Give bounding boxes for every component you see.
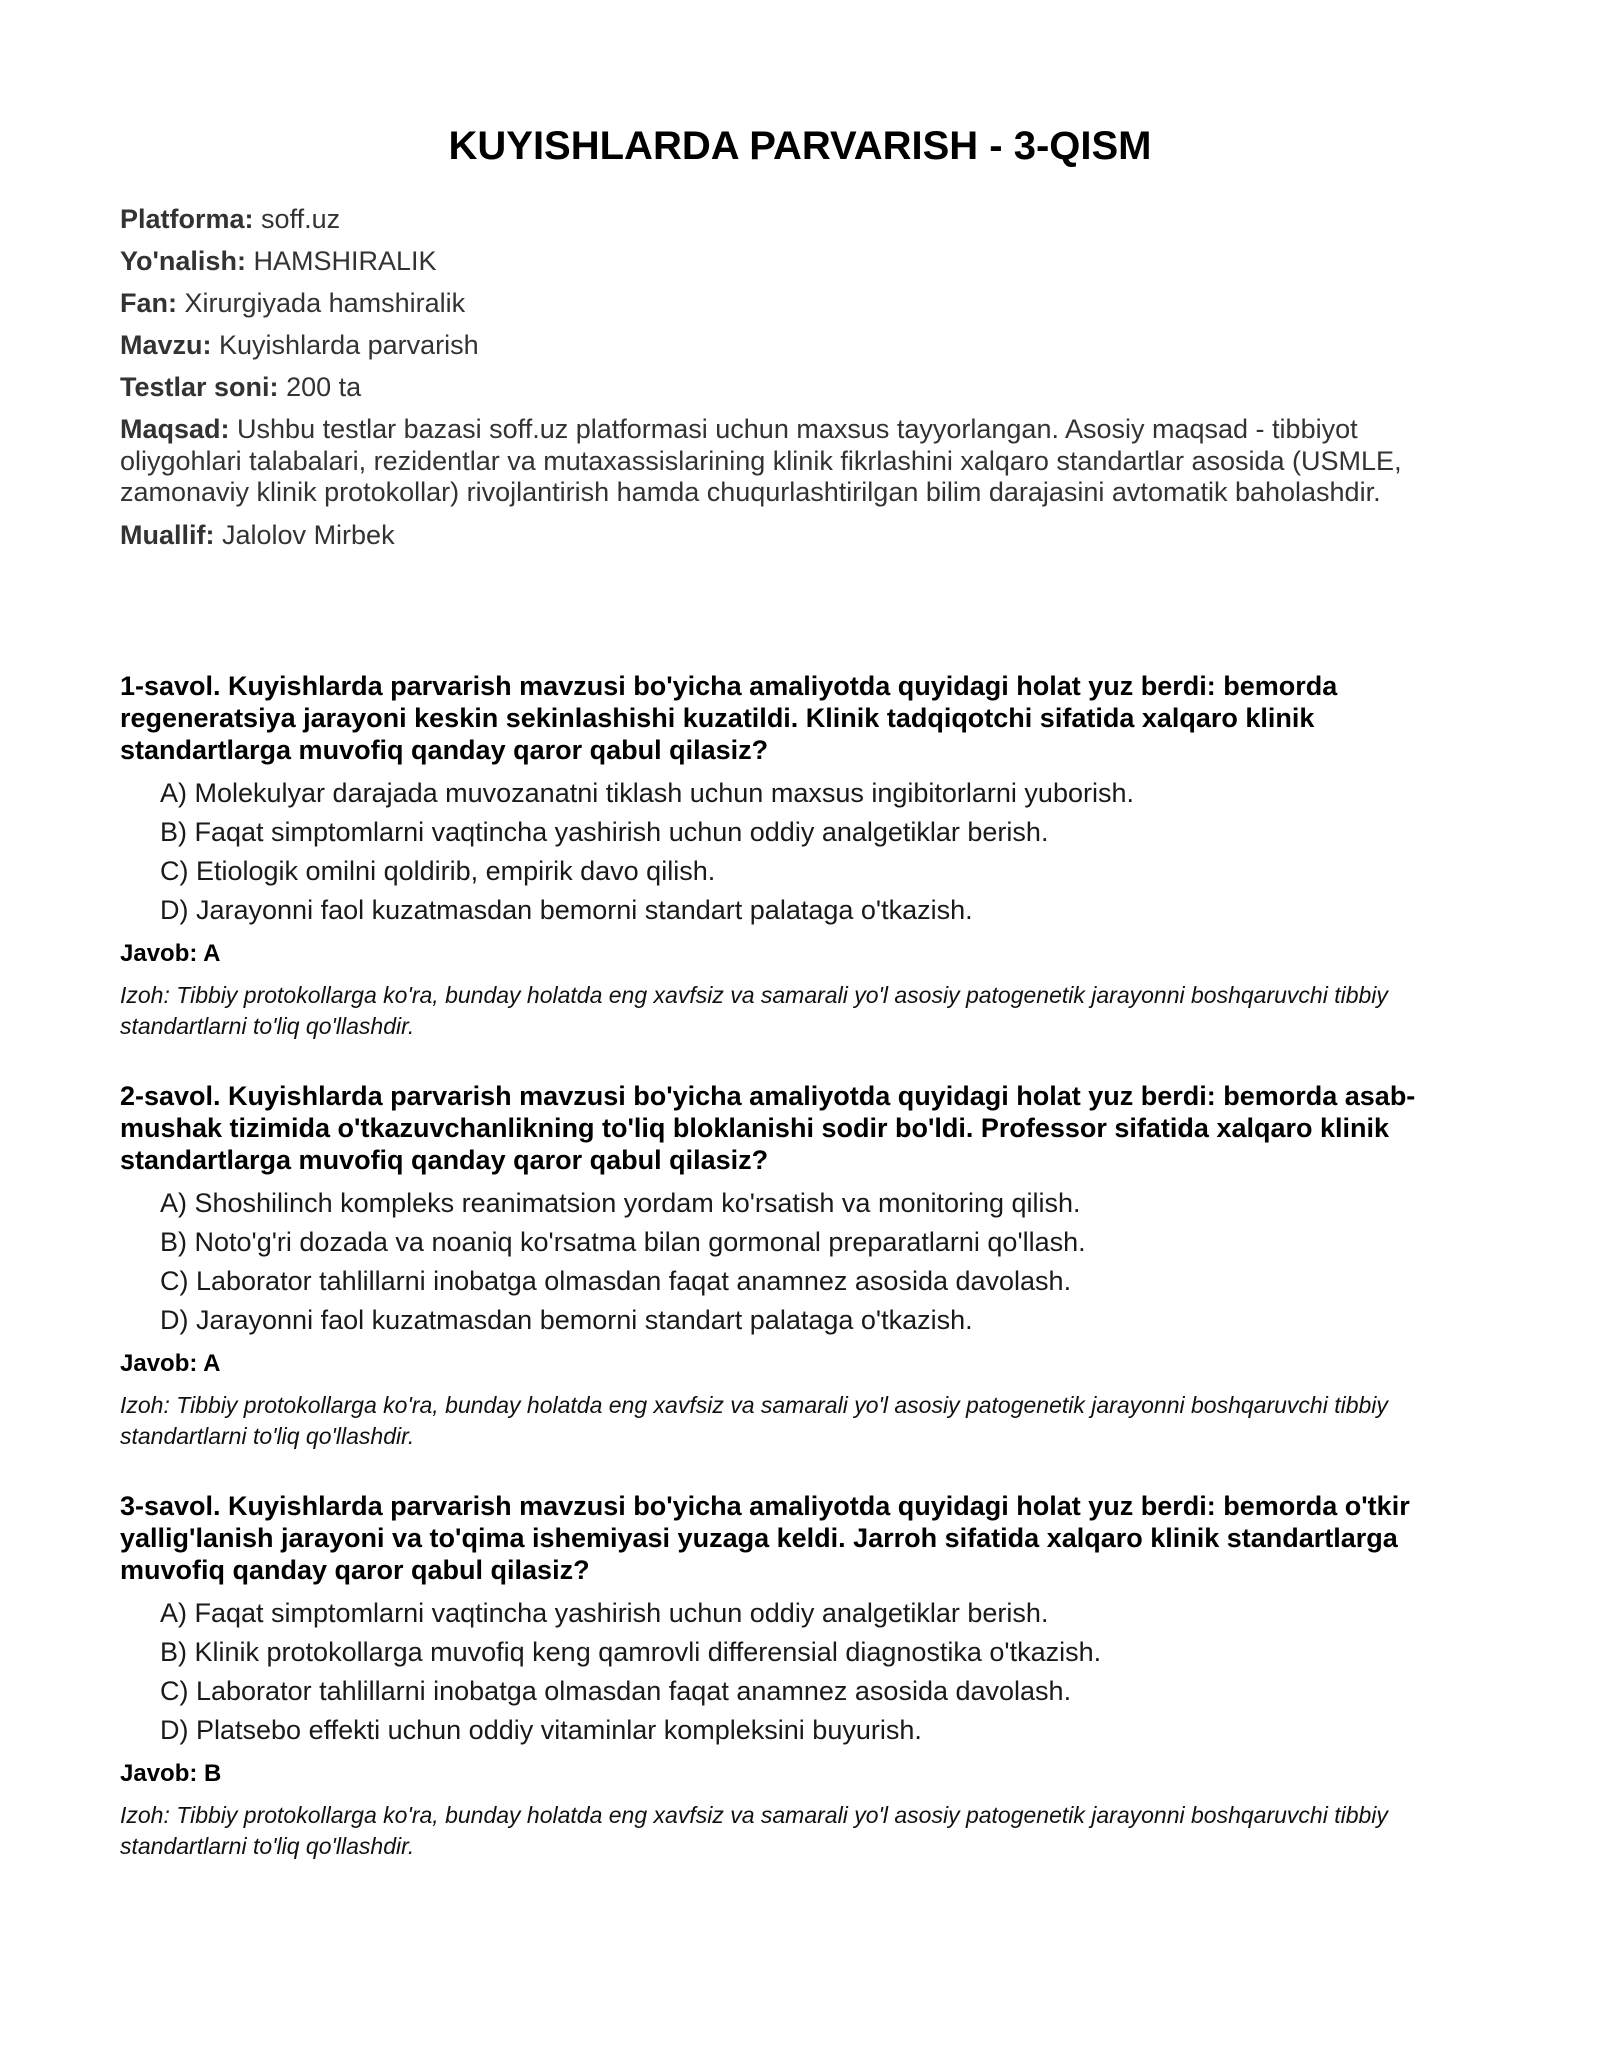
explanation-note: Izoh: Tibbiy protokollarga ko'ra, bunday holatda eng xavfsiz va samarali yo'l asosiy patogenetik jarayonni boshqaruvchi tibbiy standartlarni to'liq qo'llashdir.: [120, 982, 1388, 1039]
option-b: B) Noto'g'ri dozada va noaniq ko'rsatma bilan gormonal preparatlarni qo'llash.: [160, 1227, 1086, 1257]
meta-value: HAMSHIRALIK: [253, 246, 437, 276]
meta-value: Xirurgiyada hamshiralik: [184, 288, 466, 318]
question-3: [120, 1490, 1480, 1900]
option-d: D) Platsebo effekti uchun oddiy vitaminlar kompleksini buyurish.: [160, 1715, 922, 1745]
question-text: 1-savol. Kuyishlarda parvarish mavzusi bo'yicha amaliyotda quyidagi holat yuz berdi: bemorda regeneratsiya jarayoni keskin sekinlashishi kuzatildi. Klinik tadqiqotchi sifatida xalqaro klinik standartlarga muvofiq qanday qaror qabul qilasiz?: [120, 671, 1338, 765]
explanation-note: Izoh: Tibbiy protokollarga ko'ra, bunday holatda eng xavfsiz va samarali yo'l asosiy patogenetik jarayonni boshqaruvchi tibbiy standartlarni to'liq qo'llashdir.: [120, 1392, 1388, 1449]
question-text: 3-savol. Kuyishlarda parvarish mavzusi bo'yicha amaliyotda quyidagi holat yuz berdi: bemorda o'tkir yallig'lanish jarayoni va to'qima ishemiyasi yuzaga keldi. Jarroh sifatida xalqaro klinik standartlarga muvofiq qanday qaror qabul qilasiz?: [120, 1491, 1410, 1585]
meta-author: [120, 520, 1480, 551]
option-c: C) Etiologik omilni qoldirib, empirik davo qilish.: [160, 856, 716, 886]
question-2: [120, 1080, 1480, 1490]
answer-label: Javob: A: [120, 1350, 221, 1377]
option-a: A) Shoshilinch kompleks reanimatsion yordam ko'rsatish va monitoring qilish.: [160, 1188, 1081, 1218]
answer-label: Javob: A: [120, 940, 221, 967]
meta-subject: [120, 288, 1480, 319]
meta-label: Yo'nalish:: [120, 246, 246, 276]
option-b: B) Faqat simptomlarni vaqtincha yashirish uchun oddiy analgetiklar berish.: [160, 817, 1049, 847]
option-d: D) Jarayonni faol kuzatmasdan bemorni standart palataga o'tkazish.: [160, 1305, 973, 1335]
option-a: A) Faqat simptomlarni vaqtincha yashirish uchun oddiy analgetiklar berish.: [160, 1598, 1049, 1628]
meta-label: Fan:: [120, 288, 177, 318]
meta-label: Testlar soni:: [120, 372, 279, 402]
meta-topic: [120, 330, 1480, 361]
option-c: C) Laborator tahlillarni inobatga olmasdan faqat anamnez asosida davolash.: [160, 1676, 1072, 1706]
question-list: [120, 670, 1480, 1900]
meta-label: Maqsad:: [120, 414, 230, 444]
meta-label: Platforma:: [120, 204, 254, 234]
meta-value: Jalolov Mirbek: [222, 519, 395, 550]
meta-label: Mavzu:: [120, 330, 212, 360]
meta-direction: [120, 246, 1480, 277]
meta-value: soff.uz: [261, 204, 341, 234]
option-c: C) Laborator tahlillarni inobatga olmasdan faqat anamnez asosida davolash.: [160, 1266, 1072, 1296]
answer-label: Javob: B: [120, 1760, 222, 1787]
meta-label: Muallif:: [120, 519, 215, 550]
meta-test-count: [120, 372, 1480, 403]
meta-value: Kuyishlarda parvarish: [219, 330, 479, 360]
meta-block: [120, 204, 1480, 562]
meta-platform: [120, 204, 1480, 235]
page-title: KUYISHLARDA PARVARISH - 3-QISM: [448, 124, 1152, 168]
question-text: 2-savol. Kuyishlarda parvarish mavzusi bo'yicha amaliyotda quyidagi holat yuz berdi: bemorda asab-mushak tizimida o'tkazuvchanlikning to'liq bloklanishi sodir bo'ldi. Professor sifatida xalqaro klinik standartlarga muvofiq qanday qaror qabul qilasiz?: [120, 1081, 1416, 1175]
question-1: [120, 670, 1480, 1080]
option-b: B) Klinik protokollarga muvofiq keng qamrovli differensial diagnostika o'tkazish.: [160, 1637, 1102, 1667]
options-list: [120, 1598, 1480, 1746]
option-a: A) Molekulyar darajada muvozanatni tiklash uchun maxsus ingibitorlarni yuborish.: [160, 778, 1134, 808]
options-list: [120, 1188, 1480, 1336]
options-list: [120, 778, 1480, 926]
meta-value: Ushbu testlar bazasi soff.uz platformasi uchun maxsus tayyorlangan. Asosiy maqsad - tibbiyot oliygohlari talabalari, rezidentlar va mutaxassislarining klinik fikrlashini xalqaro standartlar asosida (USMLE, zamonaviy klinik protokollar) rivojlantirish hamda chuqurlashtirilgan bilim darajasini avtomatik baholashdir.: [120, 414, 1402, 507]
meta-value: 200 ta: [286, 372, 362, 402]
meta-goal: [120, 414, 1480, 509]
option-d: D) Jarayonni faol kuzatmasdan bemorni standart palataga o'tkazish.: [160, 895, 973, 925]
explanation-note: Izoh: Tibbiy protokollarga ko'ra, bunday holatda eng xavfsiz va samarali yo'l asosiy patogenetik jarayonni boshqaruvchi tibbiy standartlarni to'liq qo'llashdir.: [120, 1802, 1388, 1859]
